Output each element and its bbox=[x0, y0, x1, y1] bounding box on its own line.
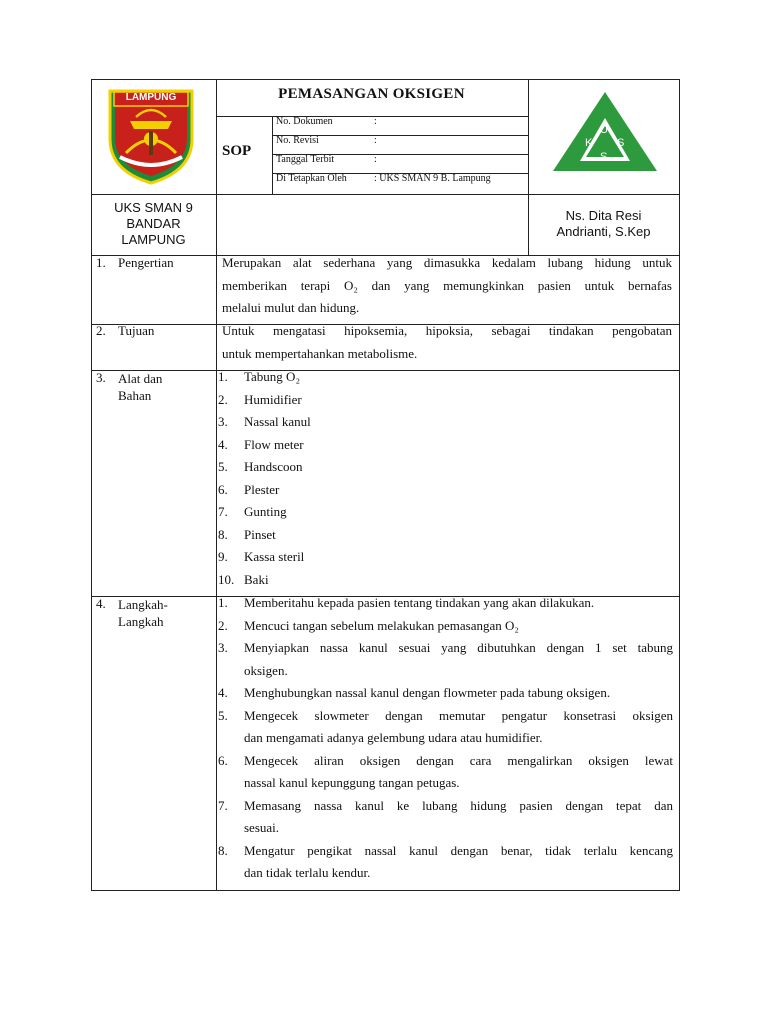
list-item bbox=[218, 569, 672, 592]
text-line: Mengecek aliran oksigen dengan cara mengalirkan oksigen lewat bbox=[244, 752, 673, 768]
list-item bbox=[218, 546, 672, 569]
item-text bbox=[244, 750, 673, 795]
list-item bbox=[218, 750, 673, 795]
divider bbox=[272, 116, 273, 194]
text-line: Mengatur pengikat nassal kanul dengan benar, tidak terlalu kencang bbox=[244, 842, 673, 858]
item-text: Kassa steril bbox=[244, 549, 305, 564]
meta-label: No. Dokumen bbox=[276, 116, 333, 127]
list-item bbox=[218, 592, 673, 615]
item-number: 5. bbox=[218, 459, 228, 474]
list-item bbox=[218, 705, 673, 750]
item-text: Handscoon bbox=[244, 459, 303, 474]
list-item bbox=[218, 524, 672, 547]
uks-letter: U bbox=[600, 124, 608, 136]
list-item bbox=[218, 366, 672, 389]
meta-value: : bbox=[374, 135, 377, 146]
item-text: Pinset bbox=[244, 526, 276, 542]
meta-label: Di Tetapkan Oleh bbox=[276, 173, 347, 184]
text-line: Memberitahu kepada pasien tentang tindakan yang akan dilakukan. bbox=[244, 595, 595, 610]
list-item bbox=[218, 682, 673, 705]
text-line: Menyiapkan nassa kanul sesuai yang dibutuhkan dengan 1 set tabung bbox=[244, 640, 673, 655]
item-text bbox=[244, 840, 673, 885]
divider bbox=[92, 194, 679, 195]
text-line: Menghubungkan nassal kanul dengan flowmeter pada tabung oksigen. bbox=[244, 685, 611, 700]
section-label: Tujuan bbox=[118, 323, 155, 338]
pengertian-text bbox=[222, 252, 672, 320]
org-name: UKS SMAN 9 BANDAR LAMPUNG bbox=[114, 200, 193, 247]
text-line: melalui mulut dan hidung. bbox=[222, 300, 360, 315]
meta-label: Tanggal Terbit bbox=[276, 154, 335, 165]
langkah-list bbox=[218, 592, 673, 887]
list-item bbox=[218, 501, 672, 524]
uks-letter: K bbox=[585, 137, 593, 149]
text-line: dan mengamati adanya gelembung udara atau humidifier. bbox=[244, 730, 543, 745]
item-text bbox=[244, 795, 673, 840]
section-number: 3. bbox=[96, 370, 106, 385]
item-text: Plester bbox=[244, 481, 280, 497]
item-number: 1. bbox=[218, 595, 228, 610]
item-text bbox=[244, 592, 673, 615]
item-text: Humidifier bbox=[244, 391, 302, 407]
list-item bbox=[218, 479, 672, 502]
item-number: 6. bbox=[218, 481, 228, 497]
section-label: Alat dan Bahan bbox=[118, 371, 163, 403]
item-text: Nassal kanul bbox=[244, 414, 311, 429]
list-item bbox=[218, 615, 673, 638]
item-number: 5. bbox=[218, 707, 228, 723]
text-line: untuk mempertahankan metabolisme. bbox=[222, 345, 418, 361]
item-number: 2. bbox=[218, 617, 228, 633]
item-number: 1. bbox=[218, 369, 228, 384]
item-number: 8. bbox=[218, 842, 228, 858]
item-number: 6. bbox=[218, 752, 228, 768]
item-text: Gunting bbox=[244, 504, 287, 519]
text-line: sesuai. bbox=[244, 820, 280, 835]
item-text: Tabung O₂ bbox=[244, 369, 300, 384]
item-number: 8. bbox=[218, 526, 228, 542]
logo-text: LAMPUNG bbox=[125, 92, 177, 103]
tujuan-text bbox=[222, 320, 672, 365]
text-line: memberikan terapi O₂ dan yang memungkinkan pasien untuk bernafas bbox=[222, 277, 672, 293]
item-text bbox=[244, 615, 673, 638]
item-number: 10. bbox=[218, 571, 235, 587]
item-number: 4. bbox=[218, 685, 228, 700]
sop-label: SOP bbox=[222, 143, 252, 159]
meta-value: : UKS SMAN 9 B. Lampung bbox=[374, 173, 491, 184]
meta-label: No. Revisi bbox=[276, 135, 319, 146]
item-text bbox=[244, 682, 673, 705]
list-item bbox=[218, 389, 672, 412]
meta-value: : bbox=[374, 154, 377, 165]
text-line: nassal kanul kepunggung tangan petugas. bbox=[244, 775, 460, 790]
item-number: 3. bbox=[218, 414, 228, 429]
text-line: dan tidak terlalu kendur. bbox=[244, 865, 371, 880]
item-number: 9. bbox=[218, 549, 228, 564]
list-item bbox=[218, 456, 672, 479]
text-line: Merupakan alat sederhana yang dimasukka kedalam lubang hidung untuk bbox=[222, 255, 672, 270]
meta-value: : bbox=[374, 116, 377, 127]
item-number: 4. bbox=[218, 436, 228, 452]
uks-letter: S bbox=[600, 151, 608, 163]
section-number: 1. bbox=[96, 255, 106, 270]
item-number: 7. bbox=[218, 504, 228, 519]
section-number: 2. bbox=[96, 323, 106, 338]
text-line: Untuk mengatasi hipoksemia, hipoksia, sebagai tindakan pengobatan bbox=[222, 323, 672, 338]
text-line: Memasang nassa kanul ke lubang hidung pasien dengan tepat dan bbox=[244, 797, 673, 813]
section-label: Langkah- Langkah bbox=[118, 597, 168, 629]
uks-letter: S bbox=[617, 137, 625, 149]
item-text bbox=[244, 705, 673, 750]
text-line: oksigen. bbox=[244, 662, 288, 678]
list-item bbox=[218, 434, 672, 457]
section-number: 4. bbox=[96, 596, 106, 611]
list-item bbox=[218, 795, 673, 840]
item-text: Baki bbox=[244, 571, 269, 587]
text-line: Mencuci tangan sebelum melakukan pemasangan O₂ bbox=[244, 617, 519, 633]
divider bbox=[217, 116, 528, 117]
divider bbox=[216, 80, 217, 890]
list-item bbox=[218, 637, 673, 682]
item-text: Flow meter bbox=[244, 436, 304, 452]
list-item bbox=[218, 411, 672, 434]
section-label: Pengertian bbox=[118, 255, 174, 270]
alat-list bbox=[218, 366, 672, 591]
item-number: 3. bbox=[218, 640, 228, 655]
item-text bbox=[244, 637, 673, 682]
signer-name: Ns. Dita Resi Andrianti, S.Kep bbox=[556, 208, 651, 239]
list-item bbox=[218, 840, 673, 885]
document-title: PEMASANGAN OKSIGEN bbox=[278, 86, 465, 102]
text-line: Mengecek slowmeter dengan memutar pengatur konsetrasi oksigen bbox=[244, 707, 673, 723]
item-number: 2. bbox=[218, 391, 228, 407]
item-number: 7. bbox=[218, 797, 228, 813]
